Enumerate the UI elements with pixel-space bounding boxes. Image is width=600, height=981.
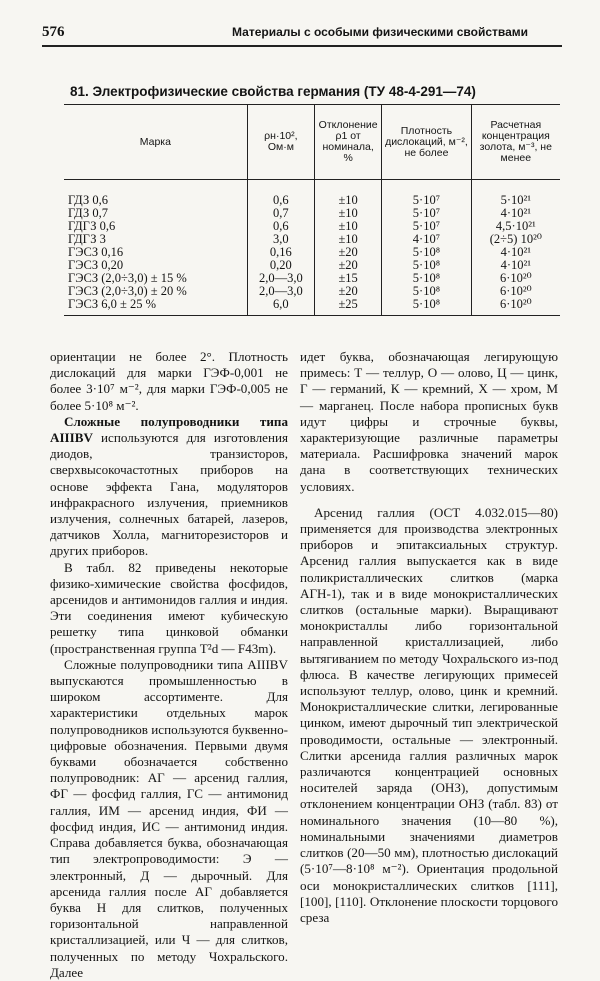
cell-gold: 4·10²¹: [471, 259, 560, 272]
left-column: [50, 349, 288, 981]
properties-table: [64, 104, 560, 316]
paragraph: [50, 414, 288, 560]
cell-gold: 6·10²⁰: [471, 298, 560, 316]
cell-rho: 2,0—3,0: [247, 272, 314, 285]
paragraph: Арсенид галлия (ОСТ 4.032.015—80) применяется для производства электронных приборов и эпитаксиальных структур. Арсенид галлия выпускается как в виде поликристаллических слитков (марка АГН-1), так и в виде монокристаллических слитков (остальные марки). Выращивают монокристаллы либо горизонтальной направленной кристаллизацией, либо вытягиванием по методу Чохральского из-под флюса. В качестве легирующих примесей используют теллур, олово, цинк и кремний. Монокристаллические слитки, легированные цинком, имеют дырочный тип электрической проводимости, остальные — электронный. Слитки арсенида галлия различных марок различаются концентрацией основных носителей заряда (ОНЗ), допустимым отклонением концентрации ОНЗ (табл. 83) от номинального значения (10—80 %), номинальными значениями диаметров слитков (20—50 мм), плотностью дислокаций (5·10⁷—8·10⁸ м⁻²). Ориентация продольной оси монокристаллических слитков [111], [100], [110]. Отклонение плоскости торцового среза: [300, 504, 558, 925]
cell-disl: 5·10⁸: [382, 272, 471, 285]
cell-disl: 5·10⁸: [382, 298, 471, 316]
paragraph: Сложные полупроводники типа AIIIBV выпускаются промышленностью в широком ассортименте. Для характеристики отдельных марок полупроводников используются буквенно-цифровые обозначения. Первыми двумя буквами обозначается собственно полупроводник: АГ — арсенид галлия, ФГ — фосфид галлия, ГС — антимонид галлия, ИМ — арсенид индия, ФИ — фосфид индия, ИС — антимонид индия. Справа добавляется буква, обозначающая тип электропроводимости: Э — электронный, Д — дырочный. Для арсенида галлия после АГ добавляется буква Н для слитков, полученных горизонтальной направленной кристаллизацией, или Ч — для слитков, полученных по методу Чохральского. Далее: [50, 656, 288, 980]
running-title: Материалы с особыми физическими свойствами: [232, 25, 529, 39]
page-header: [42, 22, 562, 46]
paragraph: идет буква, обозначающая легирующую примесь: Т — теллур, О — олово, Ц — цинк, Г — германий, К — кремний, Х — хром, М — марганец. После набора прописных букв идут цифры и строчные буквы, характеризующие различные параметры материала. Расшифровка значений марок дана в соответствующих технических условиях.: [300, 349, 558, 494]
cell-dev: ±10: [315, 233, 382, 246]
cell-dev: ±20: [315, 246, 382, 259]
cell-rho: 0,6: [247, 220, 314, 233]
header-gold: Расчетная концентрация золота, м⁻³, не менее: [471, 105, 560, 180]
table-row: [64, 220, 560, 233]
header-rule: [42, 45, 562, 47]
header-resistivity: ρн·10², Ом·м: [247, 105, 314, 180]
cell-disl: 5·10⁸: [382, 246, 471, 259]
cell-grade: ГДГЗ 3: [68, 232, 106, 246]
cell-grade: ГДЗ 0,6: [68, 193, 108, 207]
cell-gold: 6·10²⁰: [471, 272, 560, 285]
cell-rho: 2,0—3,0: [247, 285, 314, 298]
paragraph-text: используются для изготовления диодов, транзисторов, сверхвысокочастотных приборов на основе эффекта Гана, модуляторов инфракрасного излучения, приемников излучения, солнечных батарей, лазеров, датчиков Холла, магниторезисторов и других приборов.: [50, 430, 288, 559]
page-number: 576: [42, 24, 65, 40]
cell-grade: ГЭСЗ 6,0 ± 25 %: [64, 298, 247, 316]
cell-disl: 5·10⁸: [382, 285, 471, 298]
section-heading: Сложные полупроводники типа AIIIBV: [50, 413, 288, 446]
header-dislocation: Плотность дислокаций, м⁻², не более: [382, 105, 471, 180]
table-row: [64, 207, 560, 220]
cell-gold: 5·10²¹: [471, 180, 560, 208]
cell-rho: 0,6: [247, 180, 314, 208]
cell-grade: ГЭСЗ (2,0÷3,0) ± 15 %: [68, 271, 187, 285]
table-row: [64, 298, 560, 316]
right-column: [300, 349, 558, 926]
cell-dev: ±10: [315, 220, 382, 233]
header-deviation: Отклонение ρ1 от номинала, %: [315, 105, 382, 180]
cell-rho: 3,0: [247, 233, 314, 246]
cell-grade: ГЭСЗ 0,20: [68, 258, 124, 272]
cell-gold: (2÷5) 10²⁰: [471, 233, 560, 246]
table-row: [64, 246, 560, 259]
cell-dev: ±10: [315, 207, 382, 220]
cell-dev: ±15: [315, 272, 382, 285]
paragraph: В табл. 82 приведены некоторые физико-химические свойства фосфидов, арсенидов и антимонидов галлия и индия. Эти соединения имеют кубическую решетку типа цинковой обманки (пространственная группа T²d — F43m).: [50, 559, 288, 656]
header-grade: Марка: [64, 105, 247, 180]
cell-grade: ГДЗ 0,7: [68, 206, 108, 220]
table-title: 81. Электрофизические свойства германия (ТУ 48-4-291—74): [70, 84, 476, 99]
cell-gold: 4·10²¹: [471, 207, 560, 220]
cell-disl: 5·10⁸: [382, 259, 471, 272]
cell-gold: 6·10²⁰: [471, 285, 560, 298]
cell-gold: 4,5·10²¹: [471, 220, 560, 233]
cell-rho: 0,20: [247, 259, 314, 272]
cell-dev: ±20: [315, 259, 382, 272]
cell-grade: ГЭСЗ (2,0÷3,0) ± 20 %: [68, 284, 187, 298]
cell-disl: 5·10⁷: [382, 207, 471, 220]
cell-dev: ±20: [315, 285, 382, 298]
cell-rho: 0,7: [247, 207, 314, 220]
cell-dev: ±25: [315, 298, 382, 316]
cell-disl: 5·10⁷: [382, 180, 471, 208]
cell-grade: ГЭСЗ 0,16: [68, 245, 124, 259]
cell-rho: 0,16: [247, 246, 314, 259]
cell-disl: 5·10⁷: [382, 220, 471, 233]
cell-grade: ГДГЗ 0,6: [68, 219, 116, 233]
cell-rho: 6,0: [247, 298, 314, 316]
table-row: [64, 233, 560, 246]
cell-dev: ±10: [315, 180, 382, 208]
table-row: [64, 180, 560, 208]
cell-gold: 4·10²¹: [471, 246, 560, 259]
cell-disl: 4·10⁷: [382, 233, 471, 246]
paragraph: ориентации не более 2°. Плотность дислокаций для марки ГЭФ-0,001 не более 3·10⁷ м⁻², для марки ГЭФ-0,005 не более 5·10⁸ м⁻².: [50, 349, 288, 413]
